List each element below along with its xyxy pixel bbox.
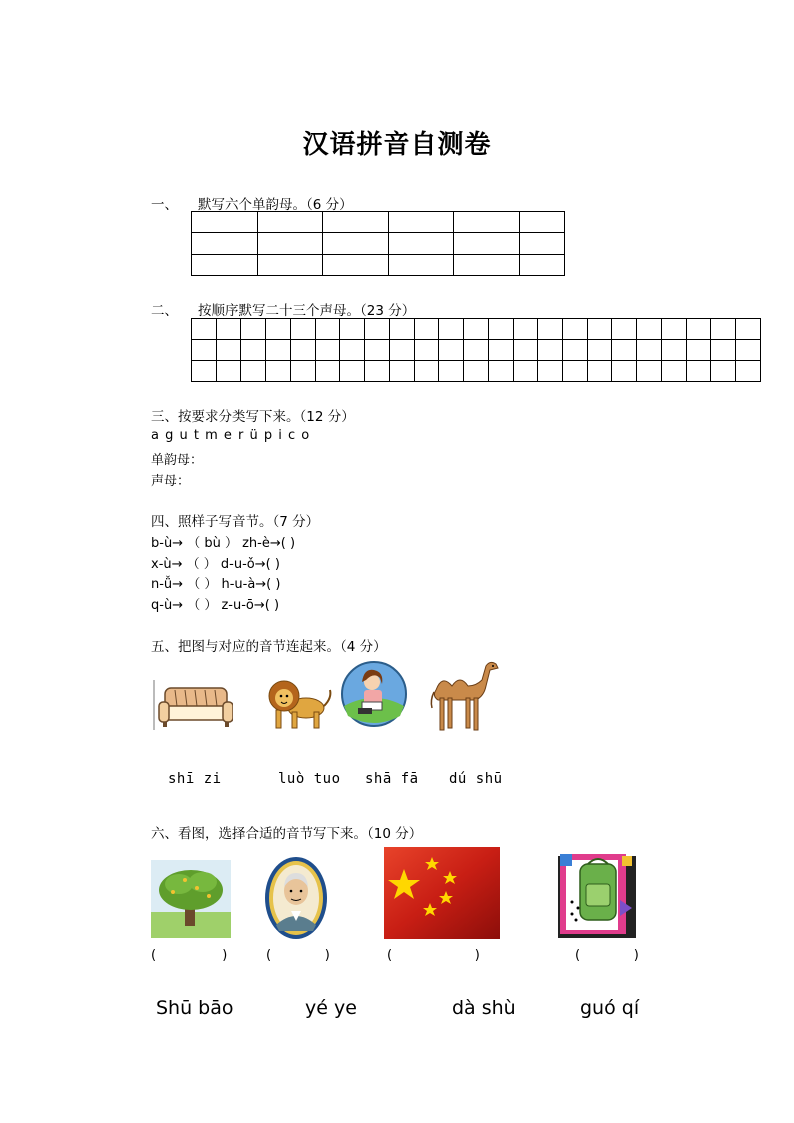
- syllable-line: q-ù→ （ ） z-u-ō→( ): [151, 598, 280, 613]
- syllable-choice: Shū bāo: [156, 997, 234, 1019]
- letter-list: a g u t m e r ü p i c o: [151, 428, 311, 443]
- grandpa-icon: [263, 855, 329, 941]
- syllable-option: shā fā: [365, 771, 419, 787]
- camel-icon: [426, 656, 502, 734]
- initials-answer-grid[interactable]: [191, 318, 761, 382]
- syllable-line: n-ǚ→ （ ） h-u-à→( ): [151, 577, 281, 592]
- schoolbag-icon: [556, 850, 638, 940]
- initials-label: 声母：: [151, 474, 191, 489]
- section-5-heading: 五、把图与对应的音节连起来。（4 分）: [151, 639, 387, 655]
- syllable-choice: dà shù: [452, 997, 516, 1019]
- section-2-number: 二、: [151, 303, 178, 319]
- answer-blank[interactable]: ( ): [575, 948, 639, 963]
- section-1-heading: 默写六个单韵母。（6 分）: [198, 197, 353, 213]
- vowels-label: 单韵母：: [151, 453, 204, 468]
- vowel-answer-grid[interactable]: [191, 211, 565, 276]
- china-flag-icon: [384, 847, 500, 939]
- section-6-heading: 六、看图，选择合适的音节写下来。（10 分）: [151, 826, 423, 842]
- syllable-choice: yé ye: [305, 997, 357, 1019]
- syllable-line: x-ù→ （ ） d-u-ǒ→( ): [151, 557, 280, 572]
- section-2-heading: 按顺序默写二十三个声母。（23 分）: [198, 303, 416, 319]
- syllable-option: luò tuo: [278, 771, 341, 787]
- syllable-choice: guó qí: [580, 997, 640, 1019]
- answer-blank[interactable]: ( ): [387, 948, 480, 963]
- syllable-option: shī zi: [168, 771, 222, 787]
- syllable-line: b-ù→ （ bù ） zh-è→( ): [151, 536, 296, 551]
- answer-blank[interactable]: ( ): [151, 948, 228, 963]
- section-3-heading: 三、按要求分类写下来。（12 分）: [151, 409, 355, 425]
- tree-icon: [151, 860, 231, 938]
- section-1-number: 一、: [151, 197, 178, 213]
- girl-reading-icon: [340, 660, 408, 728]
- sofa-icon: [153, 678, 233, 734]
- page-title: 汉语拼音自测卷: [302, 130, 492, 160]
- section-4-heading: 四、照样子写音节。（7 分）: [151, 514, 320, 530]
- lion-icon: [268, 672, 334, 732]
- answer-blank[interactable]: ( ): [266, 948, 330, 963]
- syllable-option: dú shū: [449, 771, 503, 787]
